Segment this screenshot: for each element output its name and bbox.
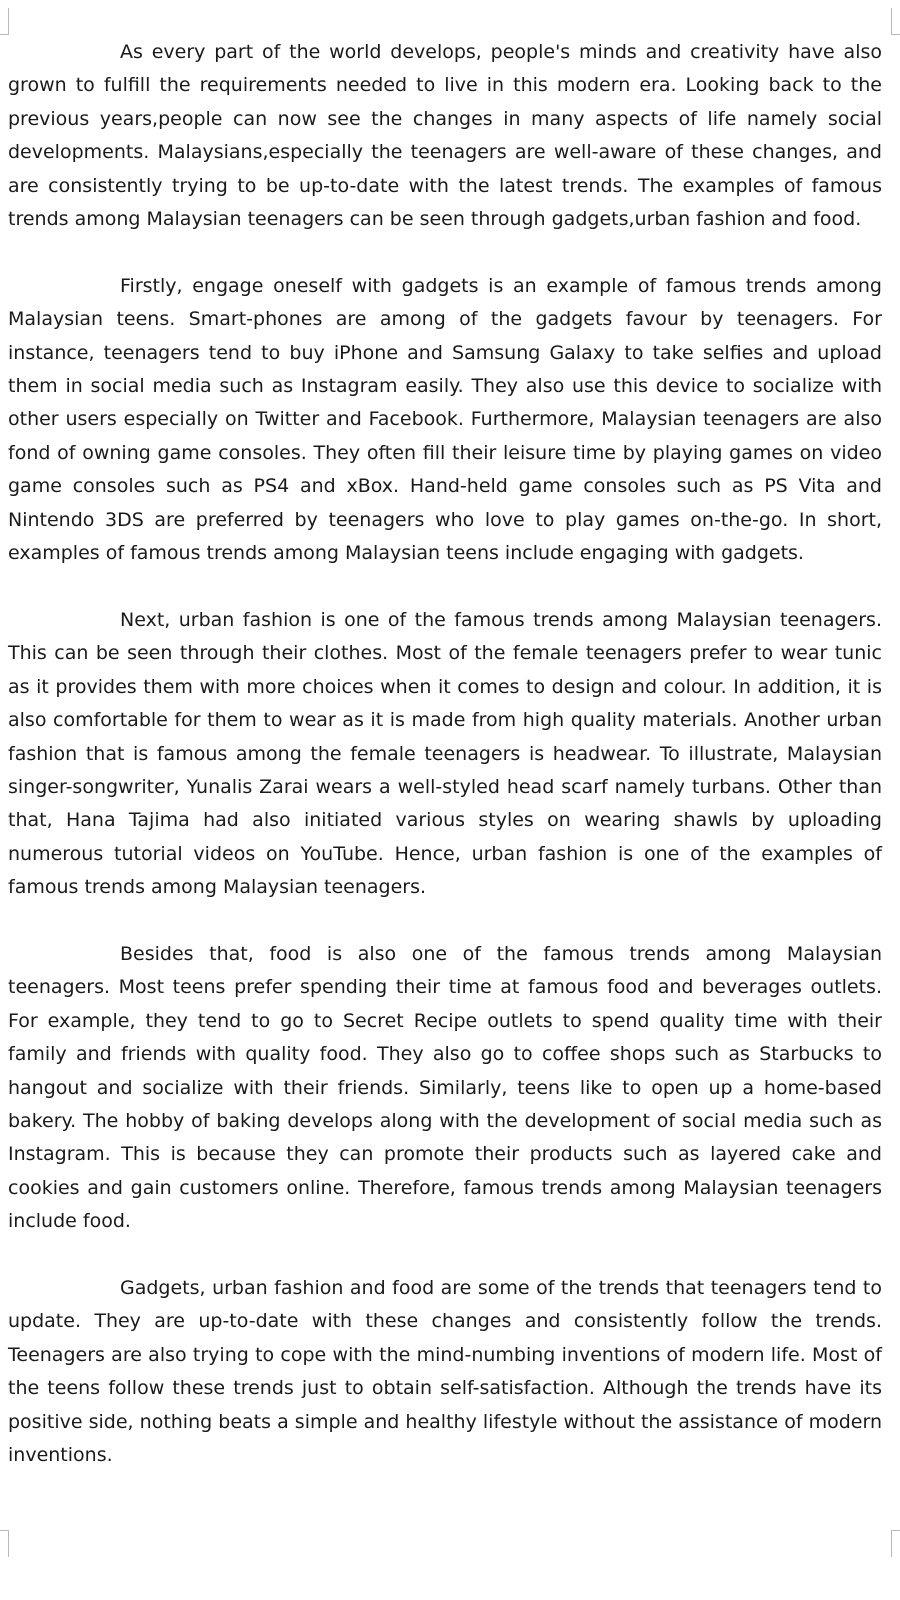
crop-mark-bottom-right xyxy=(891,1530,900,1557)
paragraph-conclusion: Gadgets, urban fashion and food are some of the trends that teenagers tend to update. They are up-to-date with these changes and consistently follow the trends. Teenagers are also trying to cope with the mind-numbing inventions of modern life. Most of the teens follow these trends just to obtain self-satisfaction. Although the trends have its positive side, nothing beats a simple and healthy lifestyle without the assistance of modern inventions. xyxy=(8,1276,882,1466)
crop-mark-top-left xyxy=(0,8,9,35)
crop-mark-bottom-left xyxy=(0,1530,9,1557)
paragraph-food: Besides that, food is also one of the famous trends among Malaysian teenagers. Most teens prefer spending their time at famous food and beverages outlets. For example, they tend to go to Secret Recipe outlets to spend quality time with their family and friends with quality food. They also go to coffee shops such as Starbucks to hangout and socialize with their friends. Similarly, teens like to open up a home-based bakery. The hobby of baking develops along with the development of social media such as Instagram. This is because they can promote their products such as layered cake and cookies and gain customers online. Therefore, famous trends among Malaysian teenagers include food. xyxy=(8,942,882,1233)
crop-mark-top-right xyxy=(891,8,900,35)
paragraph-urban-fashion: Next, urban fashion is one of the famous trends among Malaysian teenagers. This can be seen through their clothes. Most of the female teenagers prefer to wear tunic as it provides them with more choices when it comes to design and colour. In addition, it is also comfortable for them to wear as it is made from high quality materials. Another urban fashion that is famous among the female teenagers is headwear. To illustrate, Malaysian singer-songwriter, Yunalis Zarai wears a well-styled head scarf namely turbans. Other than that, Hana Tajima had also initiated various styles on wearing shawls by uploading numerous tutorial videos on YouTube. Hence, urban fashion is one of the examples of famous trends among Malaysian teenagers. xyxy=(8,608,882,899)
essay-body xyxy=(8,36,882,1472)
paragraph-introduction: As every part of the world develops, people's minds and creativity have also grown to fulfill the requirements needed to live in this modern era. Looking back to the previous years,people can now see the changes in many aspects of life namely social developments. Malaysians,especially the teenagers are well-aware of these changes, and are consistently trying to be up-to-date with the latest trends. The examples of famous trends among Malaysian teenagers can be seen through gadgets,urban fashion and food. xyxy=(8,41,882,231)
paragraph-gadgets: Firstly, engage oneself with gadgets is an example of famous trends among Malaysian teens. Smart-phones are among of the gadgets favour by teenagers. For instance, teenagers tend to buy iPhone and Samsung Galaxy to take selfies and upload them in social media such as Instagram easily. They also use this device to socialize with other users especially on Twitter and Facebook. Furthermore, Malaysian teenagers are also fond of owning game consoles. They often fill their leisure time by playing games on video game consoles such as PS4 and xBox. Hand-held game consoles such as PS Vita and Nintendo 3DS are preferred by teenagers who love to play games on-the-go. In short, examples of famous trends among Malaysian teens include engaging with gadgets. xyxy=(8,274,882,565)
